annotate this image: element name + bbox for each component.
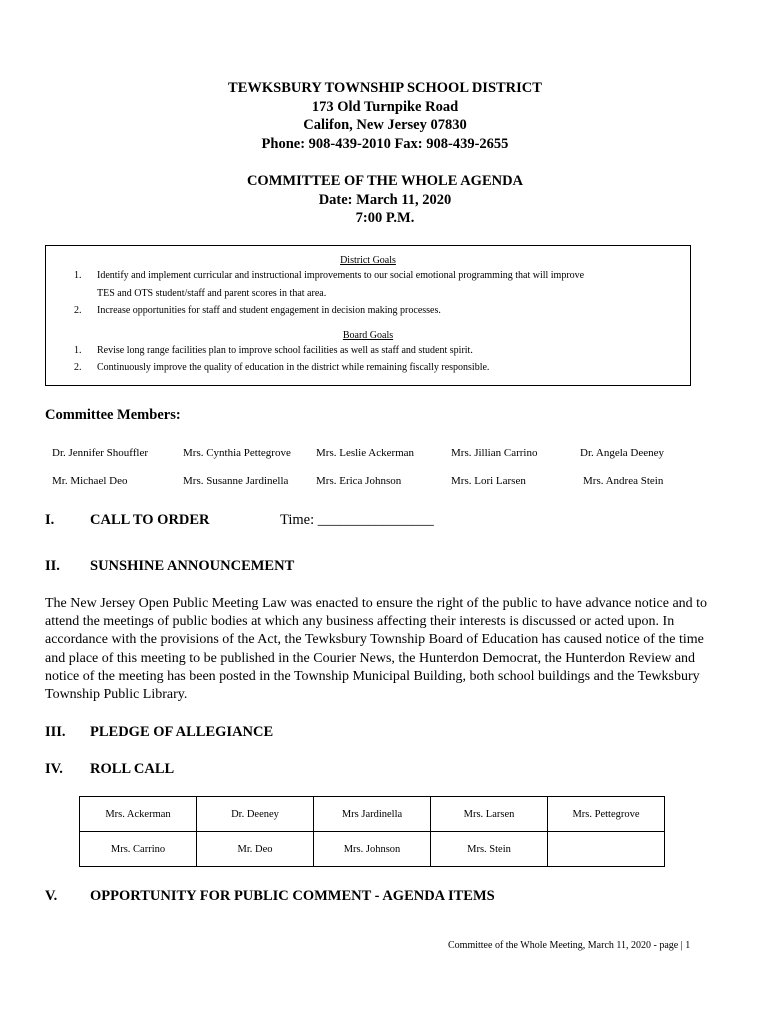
goal-text: Increase opportunities for staff and student engagement in decision making processes. <box>97 305 441 316</box>
sunshine-paragraph: The New Jersey Open Public Meeting Law was enacted to ensure the right of the public to have advance notice and to attend the meetings of public bodies at which any business affecting their interests is discussed or acted upon. In accordance with the provisions of the Act, the Tewksbury Township Board of Education has caused notice of the time and place of this meeting to be published in the Courier News, the Hunterdon Democrat, the Hunterdon Review and notice of the meeting has been posted in the Township Municipal Building, both school buildings and the Tewksbury Township Public Library. <box>45 596 708 703</box>
roll-call-cell: Mrs. Carrino <box>80 832 197 867</box>
district-header <box>0 79 770 153</box>
goal-number: 2. <box>74 362 82 373</box>
district-goal-item <box>46 267 690 285</box>
roll-call-cell: Mrs. Larsen <box>431 797 548 832</box>
agenda-title: COMMITTEE OF THE WHOLE AGENDA <box>246 173 524 189</box>
committee-member: Dr. Angela Deeney <box>580 447 664 459</box>
table-row <box>80 832 665 867</box>
board-goals-list <box>46 342 690 377</box>
section-number: III. <box>45 724 66 740</box>
goal-text: TES and OTS student/staff and parent scores in that area. <box>97 287 327 299</box>
call-to-order-time: Time: ________________ <box>280 512 434 528</box>
roll-call-cell: Mr. Deo <box>197 832 314 867</box>
roll-call-cell: Mrs. Ackerman <box>80 797 197 832</box>
goal-text: Revise long range facilities plan to improve school facilities as well as staff and student spirit. <box>97 344 473 356</box>
section-title: CALL TO ORDER <box>90 512 210 528</box>
page-footer: Committee of the Whole Meeting, March 11, 2020 - page | 1 <box>448 940 691 951</box>
section-number: IV. <box>45 761 63 777</box>
section-number: I. <box>45 512 55 528</box>
goal-number: 1. <box>74 270 82 281</box>
committee-member: Mr. Michael Deo <box>52 475 128 487</box>
goal-number: 2. <box>74 305 82 316</box>
roll-call-cell <box>548 832 665 867</box>
committee-heading: Committee Members: <box>45 407 181 423</box>
district-address: 173 Old Turnpike Road <box>311 98 459 115</box>
committee-member: Mrs. Cynthia Pettegrove <box>183 447 291 459</box>
district-phone: Phone: 908-439-2010 Fax: 908-439-2655 <box>261 135 509 152</box>
board-goal-item <box>46 359 690 377</box>
board-goal-item <box>46 342 690 360</box>
roll-call-cell: Mrs. Stein <box>431 832 548 867</box>
roll-call-cell: Dr. Deeney <box>197 797 314 832</box>
district-goals-list <box>46 267 690 320</box>
section-title: SUNSHINE ANNOUNCEMENT <box>90 558 295 574</box>
committee-member: Dr. Jennifer Shouffler <box>52 447 149 459</box>
section-number: V. <box>45 888 58 904</box>
agenda-heading <box>0 172 770 228</box>
goal-text: Continuously improve the quality of education in the district while remaining fiscally responsible. <box>97 362 490 373</box>
section-number: II. <box>45 558 60 574</box>
goal-number: 1. <box>74 344 82 356</box>
committee-member: Mrs. Jillian Carrino <box>451 447 538 459</box>
committee-member: Mrs. Leslie Ackerman <box>316 447 415 459</box>
committee-member: Mrs. Erica Johnson <box>316 475 402 487</box>
roll-call-cell: Mrs. Pettegrove <box>548 797 665 832</box>
district-city: Califon, New Jersey 07830 <box>303 117 467 133</box>
goal-text: Identify and implement curricular and instructional improvements to our social emotional programming that will improve <box>97 270 585 281</box>
roll-call-cell: Mrs Jardinella <box>314 797 431 832</box>
section-title: OPPORTUNITY FOR PUBLIC COMMENT - AGENDA ITEMS <box>90 888 495 904</box>
district-goal-item <box>46 285 690 303</box>
section-title: PLEDGE OF ALLEGIANCE <box>90 724 274 740</box>
agenda-date: Date: March 11, 2020 <box>318 191 452 208</box>
roll-call-cell: Mrs. Johnson <box>314 832 431 867</box>
roll-call-table <box>79 796 665 867</box>
district-name: TEWKSBURY TOWNSHIP SCHOOL DISTRICT <box>228 80 542 96</box>
committee-member: Mrs. Andrea Stein <box>583 475 664 487</box>
table-row <box>80 797 665 832</box>
district-goals-title: District Goals <box>340 255 396 266</box>
committee-member: Mrs. Susanne Jardinella <box>183 475 289 487</box>
committee-member: Mrs. Lori Larsen <box>451 475 526 487</box>
agenda-time: 7:00 P.M. <box>355 210 415 226</box>
section-title: ROLL CALL <box>90 761 175 777</box>
board-goals-title: Board Goals <box>342 329 394 341</box>
goals-box <box>45 245 691 386</box>
district-goal-item <box>46 302 690 320</box>
